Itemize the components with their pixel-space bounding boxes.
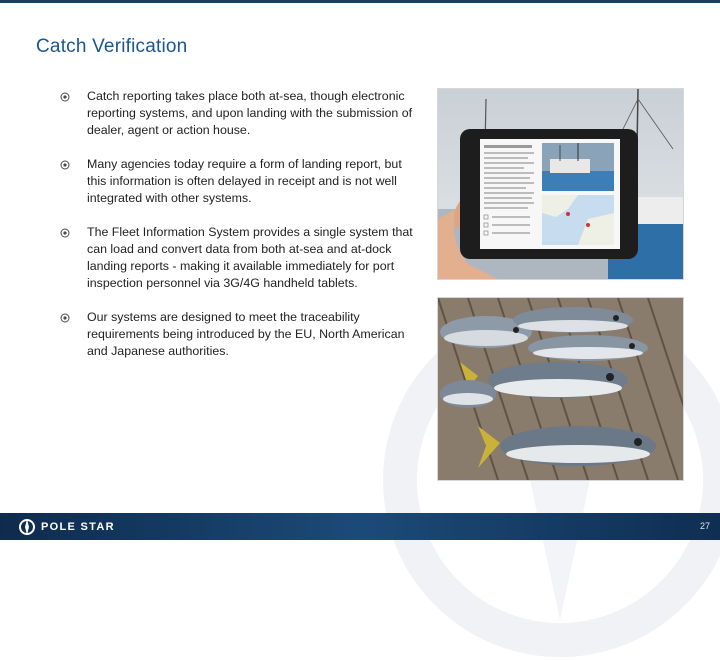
top-accent-line	[0, 0, 720, 3]
tuna-photo-illustration	[438, 298, 683, 480]
tablet-photo-illustration	[438, 89, 683, 279]
tuna-catch-photo	[437, 297, 684, 481]
tablet-photo	[437, 88, 684, 280]
target-bullet-icon	[60, 228, 70, 238]
bullet-text: Many agencies today require a form of landing report, but this information is often delayed in receipt and is not well integrated with other systems.	[87, 157, 402, 205]
logo-text: POLE STAR	[41, 521, 115, 533]
target-bullet-icon	[60, 313, 70, 323]
bullet-text: Our systems are designed to meet the traceability requirements being introduced by the EU, North American and Japanese authorities.	[87, 310, 405, 358]
page-number: 27	[699, 521, 710, 531]
bullet-item	[60, 88, 422, 139]
bullet-text: Catch reporting takes place both at-sea, though electronic reporting systems, and upon landing with the submission of dealer, agent or action house.	[87, 89, 413, 137]
bullet-list	[60, 88, 422, 377]
target-bullet-icon	[60, 160, 70, 170]
footer-bar	[0, 513, 720, 540]
bullet-item	[60, 309, 422, 360]
bullet-item	[60, 224, 422, 292]
target-bullet-icon	[60, 92, 70, 102]
bullet-text: The Fleet Information System provides a single system that can load and convert data from both at-sea and at-dock landing reports - making it available immediately for port inspection personnel via 3G/4G handheld tablets.	[87, 225, 413, 290]
slide-title: Catch Verification	[36, 36, 188, 57]
bullet-item	[60, 156, 422, 207]
pole-star-logo-icon	[18, 518, 36, 536]
pole-star-logo	[18, 518, 115, 536]
